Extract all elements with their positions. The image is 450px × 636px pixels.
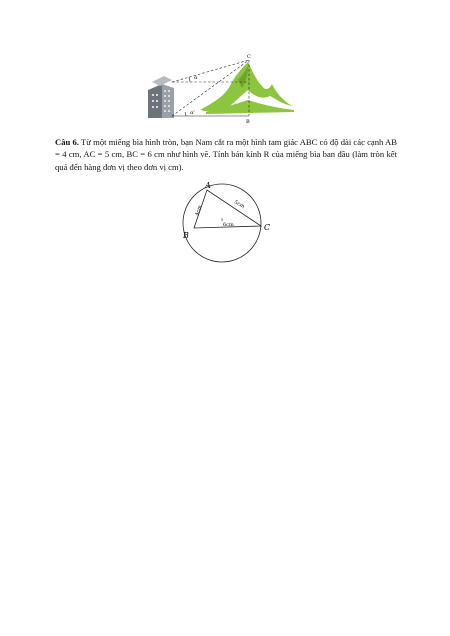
side-ab-label: 4cm: [194, 204, 204, 217]
foot-label: B: [246, 119, 250, 125]
top-angle-label: α: [194, 75, 198, 81]
vertex-c-label: C: [264, 223, 271, 232]
bottom-angle-label: α': [190, 110, 195, 116]
question-label: Câu 6.: [55, 137, 79, 147]
cardboard-circle: [183, 184, 261, 262]
question-body: Từ một miếng bìa hình tròn, bạn Nam cắt ra một hình tam giác ABC có độ dài các cạnh AB = 4 cm, AC = 5 cm, BC = 6 cm như hình vẽ. Tính bán kính R của miếng bìa ban đầu (làm tròn kết quả đến hàng đơn vị theo đơn vị cm).: [55, 137, 397, 172]
side-bc-label: 6cm: [223, 222, 234, 228]
apex-label: C: [247, 54, 251, 60]
side-ac-label: 5cm: [233, 199, 246, 210]
vertex-a-label: A: [205, 181, 211, 190]
vertex-b-label: B: [183, 231, 189, 240]
